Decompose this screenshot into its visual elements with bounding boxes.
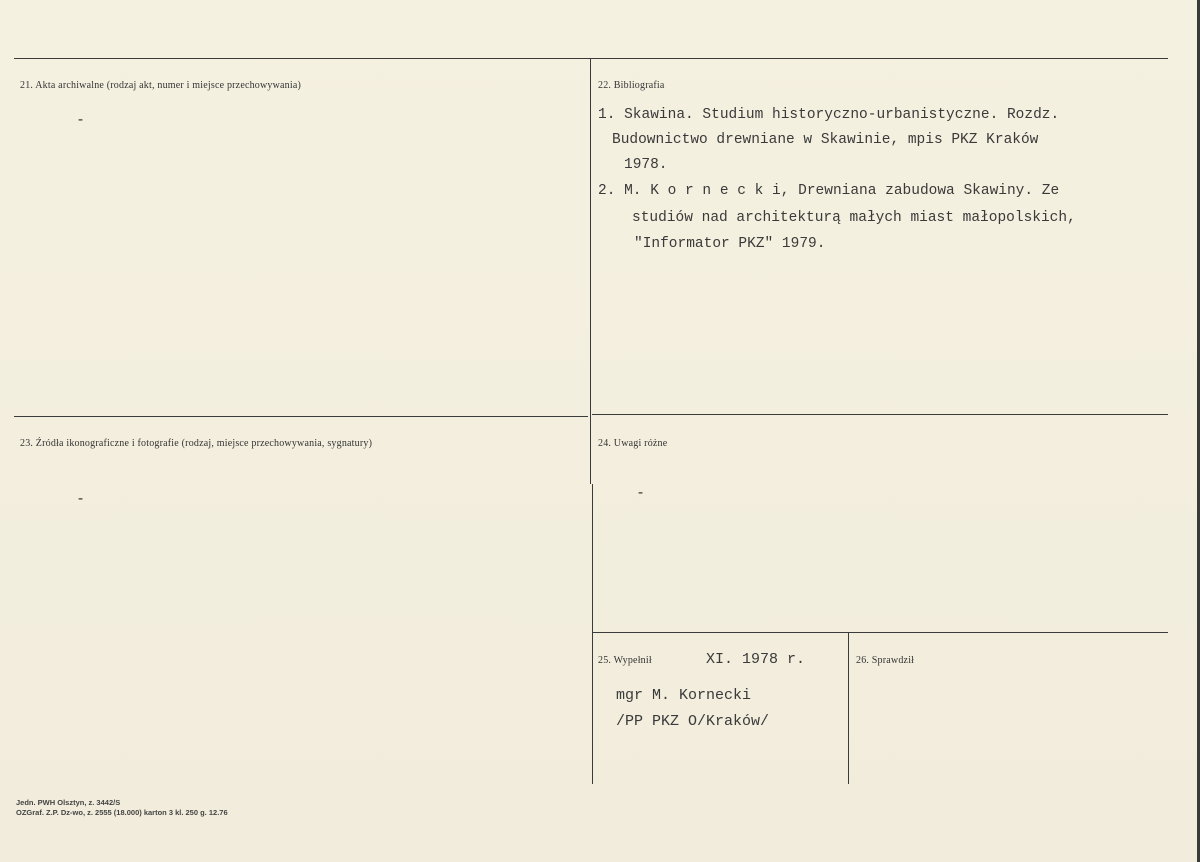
printer-note-line1: Jedn. PWH Olsztyn, z. 3442/S (16, 798, 121, 807)
center-divider-upper (590, 58, 591, 418)
signature-divider (848, 632, 849, 784)
bibliografia-line: studiów nad architekturą małych miast małopolskich, (632, 210, 1076, 226)
zrodla-value: - (76, 489, 86, 507)
bibliografia-line: Budownictwo drewniane w Skawinie, mpis PKZ Kraków (612, 132, 1039, 148)
bibliografia-line: 2. M. K o r n e c k i, Drewniana zabudowa Skawiny. Ze (598, 183, 1060, 199)
middle-rule-left (14, 416, 588, 417)
wypelnil-name: mgr M. Kornecki (616, 687, 752, 704)
zrodla-label: 23. Źródła ikonograficzne i fotografie (rodzaj, miejsce przechowywania, sygnatury) (20, 438, 373, 449)
bibliografia-line: 1. Skawina. Studium historyczno-urbanistyczne. Rozdz. (598, 107, 1060, 123)
akta-value: - (76, 110, 86, 128)
center-divider-bottom (592, 484, 593, 784)
wypelnil-label: 25. Wypełnił (598, 655, 652, 666)
bibliografia-line: 1978. (624, 157, 668, 173)
center-divider-lower (590, 418, 591, 484)
akta-label: 21. Akta archiwalne (rodzaj akt, numer i miejsce przechowywania) (20, 80, 302, 91)
signature-rule (592, 632, 1168, 633)
middle-rule-right (592, 414, 1168, 415)
wypelnil-date: XI. 1978 r. (706, 651, 806, 668)
bibliografia-label: 22. Bibliografia (598, 80, 665, 91)
wypelnil-institution: /PP PKZ O/Kraków/ (616, 713, 770, 730)
top-rule (14, 58, 1168, 59)
uwagi-label: 24. Uwagi różne (598, 438, 668, 449)
uwagi-value: - (636, 483, 646, 501)
sprawdzil-label: 26. Sprawdził (856, 655, 915, 666)
printer-note-line2: OZGraf. Z.P. Dz-wo, z. 2555 (18.000) karton 3 kl. 250 g. 12.76 (16, 808, 228, 817)
bibliografia-line: "Informator PKZ" 1979. (634, 236, 826, 252)
